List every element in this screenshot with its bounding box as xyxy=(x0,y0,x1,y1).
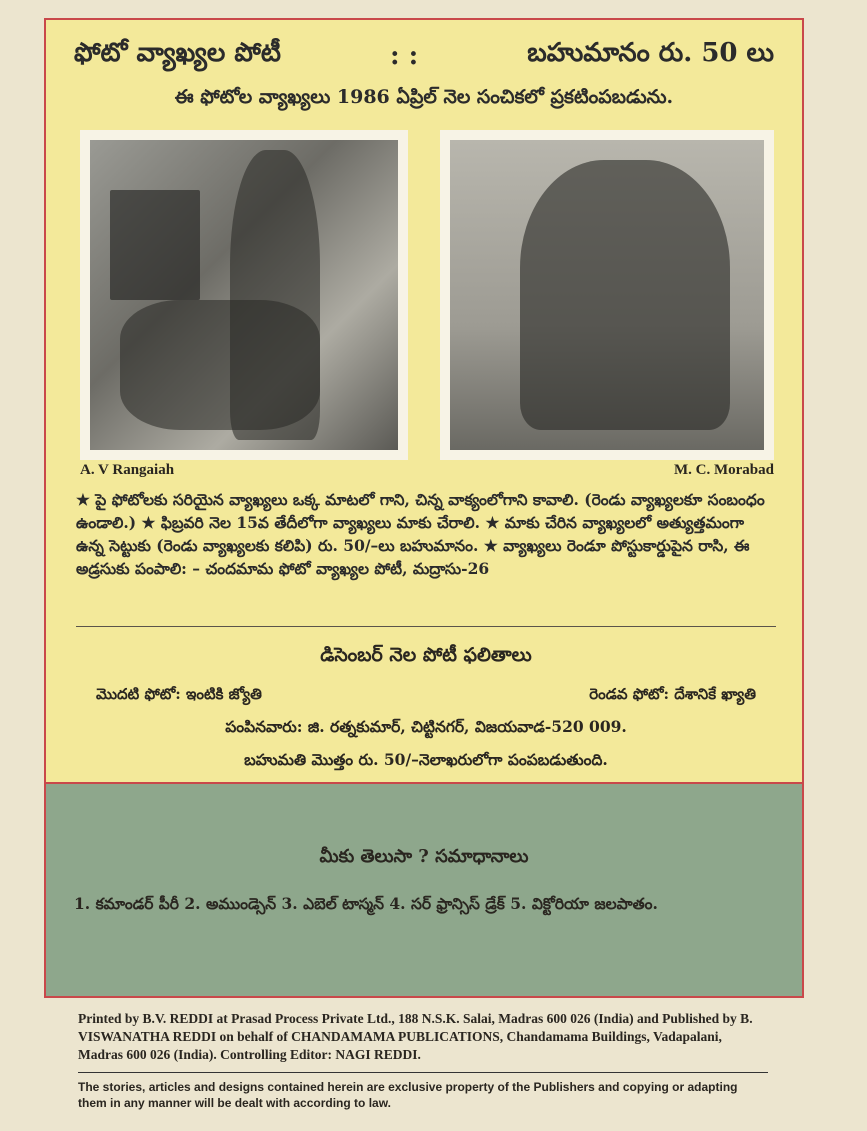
contest-rules: ★ పై ఫోటోలకు సరియైన వ్యాఖ్యలు ఒక్క మాటలో గాని, చిన్న వాక్యంలోగాని కావాలి. (రెండు వ్యాఖ్యలకూ సంబంధం ఉండాలి.) ★ ఫిబ్రవరి నెల 15వ తేదీలోగా వ్యాఖ్యలు మాకు చేరాలి. ★ మాకు చేరిన వ్యాఖ్యలలో అత్యుత్తమంగా ఉన్న సెట్టుకు (రెండు వ్యాఖ్యలకు కలిపి) రు. 50/–లు బహుమానం. ★ వ్యాఖ్యలు రెండూ పోస్టుకార్డుపైన రాసి, ఈ అడ్రసుకు పంపాలి: – చందమామ ఫోటో వ్యాఖ్యల పోటీ, మద్రాసు-26 xyxy=(76,490,765,578)
second-photo-result: రెండవ ఫోటో: దేశానికే ఖ్యాతి xyxy=(589,685,756,703)
page-footer xyxy=(78,1010,768,1111)
photo-left-caption: A. V Rangaiah xyxy=(80,462,175,478)
photo-right xyxy=(440,130,774,460)
photo-left xyxy=(80,130,408,460)
legal-notice: The stories, articles and designs contained herein are exclusive property of the Publishers and copying or adapting them in any manner will be dealt with according to law. xyxy=(78,1080,738,1110)
quiz-answers: 1. కమాండర్ పీరీ 2. అముండ్సెన్ 3. ఎబెల్ టాస్మన్ 4. సర్ ఫ్రాన్సిస్ డ్రేక్ 5. విక్టోరియా జలపాతం. xyxy=(74,894,658,913)
contest-subtitle: ఈ ఫోటోల వ్యాఖ్యలు 1986 ఏప్రిల్ నెల సంచికలో ప్రకటింపబడును. xyxy=(174,86,674,108)
contest-header xyxy=(46,20,802,130)
prize-note: బహుమతి మొత్తం రు. 50/–నెలాఖరులోగా పంపబడుతుంది. xyxy=(244,750,608,769)
photo-right-image xyxy=(450,140,764,450)
page-frame xyxy=(44,18,804,998)
section-divider xyxy=(76,626,776,627)
photo-left-image xyxy=(90,140,398,450)
quiz-answers-box xyxy=(46,782,802,996)
results-heading: డిసెంబర్ నెల పోటీ ఫలితాలు xyxy=(320,644,532,666)
imprint-text: Printed by B.V. REDDI at Prasad Process Private Ltd., 188 N.S.K. Salai, Madras 600 026 (India) and Published by B. VISWANATHA REDDI on behalf of CHANDAMAMA PUBLICATIONS, Chandamama Buildings, Vadapalani, Madras 600 026 (India). Controlling Editor: NAGI REDDI. xyxy=(78,1011,753,1062)
winner-sender: పంపినవారు: జి. రత్నకుమార్, చిట్టినగర్, విజయవాడ-520 009. xyxy=(225,717,627,736)
title-separator: : : xyxy=(389,41,419,71)
prize-amount: బహుమానం రు. 50 లు xyxy=(527,38,774,68)
results-section xyxy=(76,630,776,773)
quiz-heading: మీకు తెలుసా ? సమాధానాలు xyxy=(319,846,529,867)
contest-title: ఫోటో వ్యాఖ్యల పోటీ xyxy=(74,38,281,68)
first-photo-result: మొదటి ఫోటో: ఇంటికి జ్యోతి xyxy=(96,685,262,703)
footer-divider xyxy=(78,1072,768,1073)
photo-right-caption: M. C. Morabad xyxy=(674,462,774,478)
